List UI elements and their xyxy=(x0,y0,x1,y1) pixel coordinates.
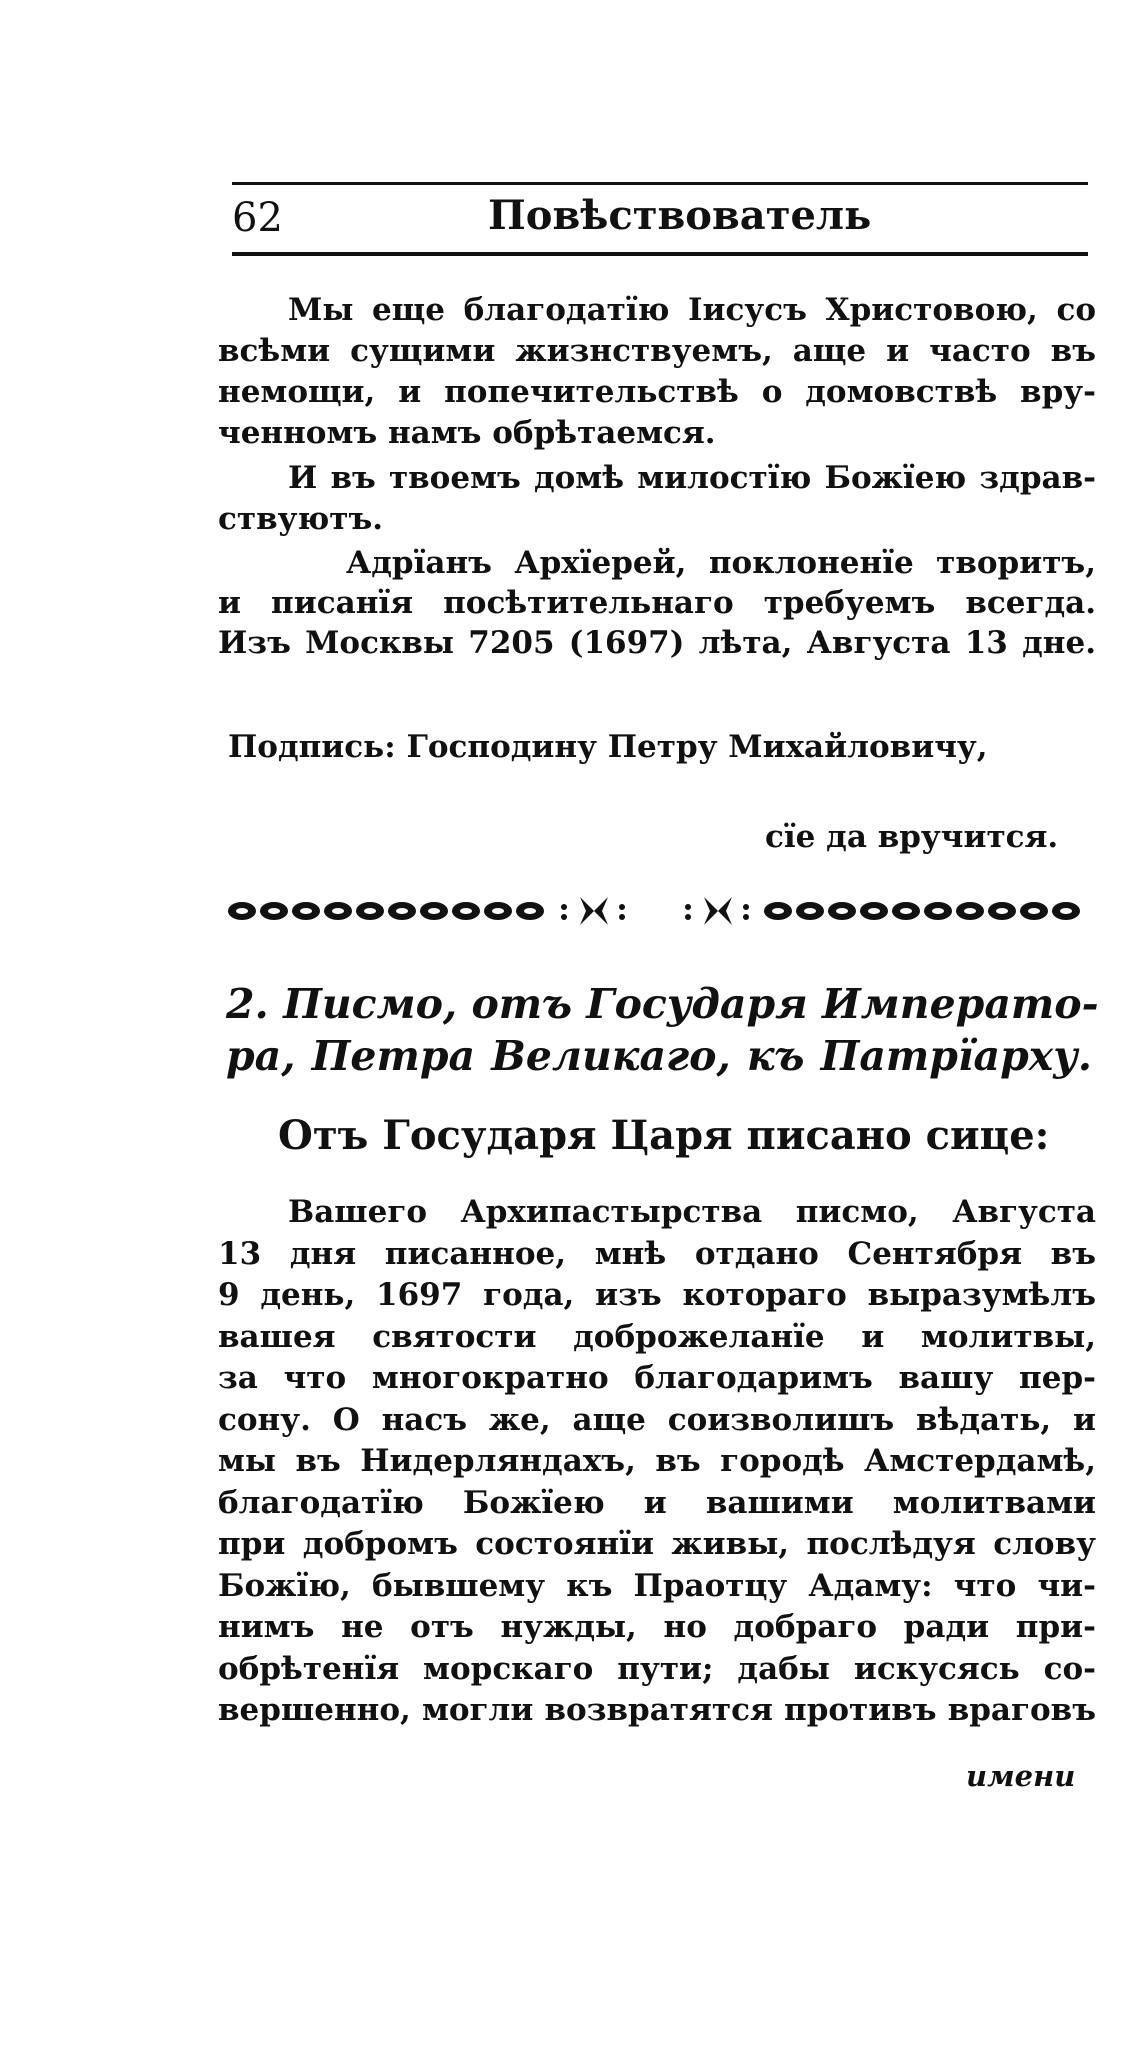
text-line: Божїю, бывшему къ Праотцу Адаму: что чи- xyxy=(218,1567,1096,1604)
text-line: сону. О насъ же, аще соизволишъ вѣдать, и xyxy=(218,1401,1096,1438)
letter2-subtitle: Отъ Государя Царя писано сице: xyxy=(278,1112,1050,1159)
letter1-address: Подпись: Господину Петру Михайловичу, xyxy=(228,729,988,765)
text-line: Изъ Москвы 7205 (1697) лѣта, Августа 13 дне. xyxy=(218,625,1096,661)
text-line: ствуютъ. xyxy=(218,501,384,537)
text-line: вашея святости доброжеланїе и молитвы, xyxy=(218,1318,1096,1355)
catchword: имени xyxy=(966,1759,1076,1793)
letter2-body xyxy=(218,1192,1096,1732)
letter1-paragraph-1 xyxy=(218,290,1096,454)
text-line: 13 дня писанное, мнѣ отдано Сентября въ xyxy=(218,1235,1096,1272)
text-line: всѣми сущими жизнствуемъ, аще и часто въ xyxy=(218,333,1096,369)
header-rule-top xyxy=(232,182,1088,185)
text-line: Вашего Архипастырства писмо, Августа xyxy=(288,1194,1096,1230)
text-line: мы въ Нидерляндахъ, въ городѣ Амстердамѣ, xyxy=(218,1443,1096,1479)
page-number: 62 xyxy=(232,195,283,241)
text-line: благодатїю Божїею и вашими молитвами xyxy=(218,1484,1096,1521)
letter1-paragraph-2 xyxy=(218,458,1096,540)
text-line: 9 день, 1697 года, изъ котораго выразумѣлъ xyxy=(218,1277,1096,1313)
text-line: Мы еще благодатїю Іисусъ Христовою, со xyxy=(288,292,1096,328)
letter1-signature xyxy=(218,543,1096,663)
title-line: 2. Писмо, отъ Государя Императо- xyxy=(226,980,1099,1028)
letter2-title xyxy=(226,978,1099,1082)
header-rule-bottom xyxy=(232,252,1088,256)
letter1-delivery-note: сїе да вручится. xyxy=(765,819,1059,855)
floral-ornament-divider-icon xyxy=(222,893,1090,929)
title-line: ра, Петра Великаго, къ Патрїарху. xyxy=(226,1032,1092,1080)
text-line: за что многократно благодаримъ вашу пер- xyxy=(218,1360,1096,1396)
text-line: обрѣтенїя морскаго пути; дабы искусясь со- xyxy=(218,1650,1096,1687)
text-line: И въ твоемъ домѣ милостїю Божїею здрав- xyxy=(288,460,1096,496)
running-title: Повѣствователь xyxy=(488,192,872,239)
text-line: и писанїя посѣтительнаго требуемъ всегда. xyxy=(218,585,1096,621)
text-line: ченномъ намъ обрѣтаемся. xyxy=(218,415,716,451)
text-line: немощи, и попечительствѣ о домовствѣ вру- xyxy=(218,374,1096,410)
text-line: при добромъ состоянїи живы, послѣдуя слову xyxy=(218,1526,1096,1562)
text-line: Адрїанъ Архїерей, поклоненїе творитъ, xyxy=(346,545,1096,581)
text-line: вершенно, могли возвратятся противъ враговъ xyxy=(218,1692,1096,1728)
text-line: нимъ не отъ нужды, но добраго ради при- xyxy=(218,1609,1096,1645)
